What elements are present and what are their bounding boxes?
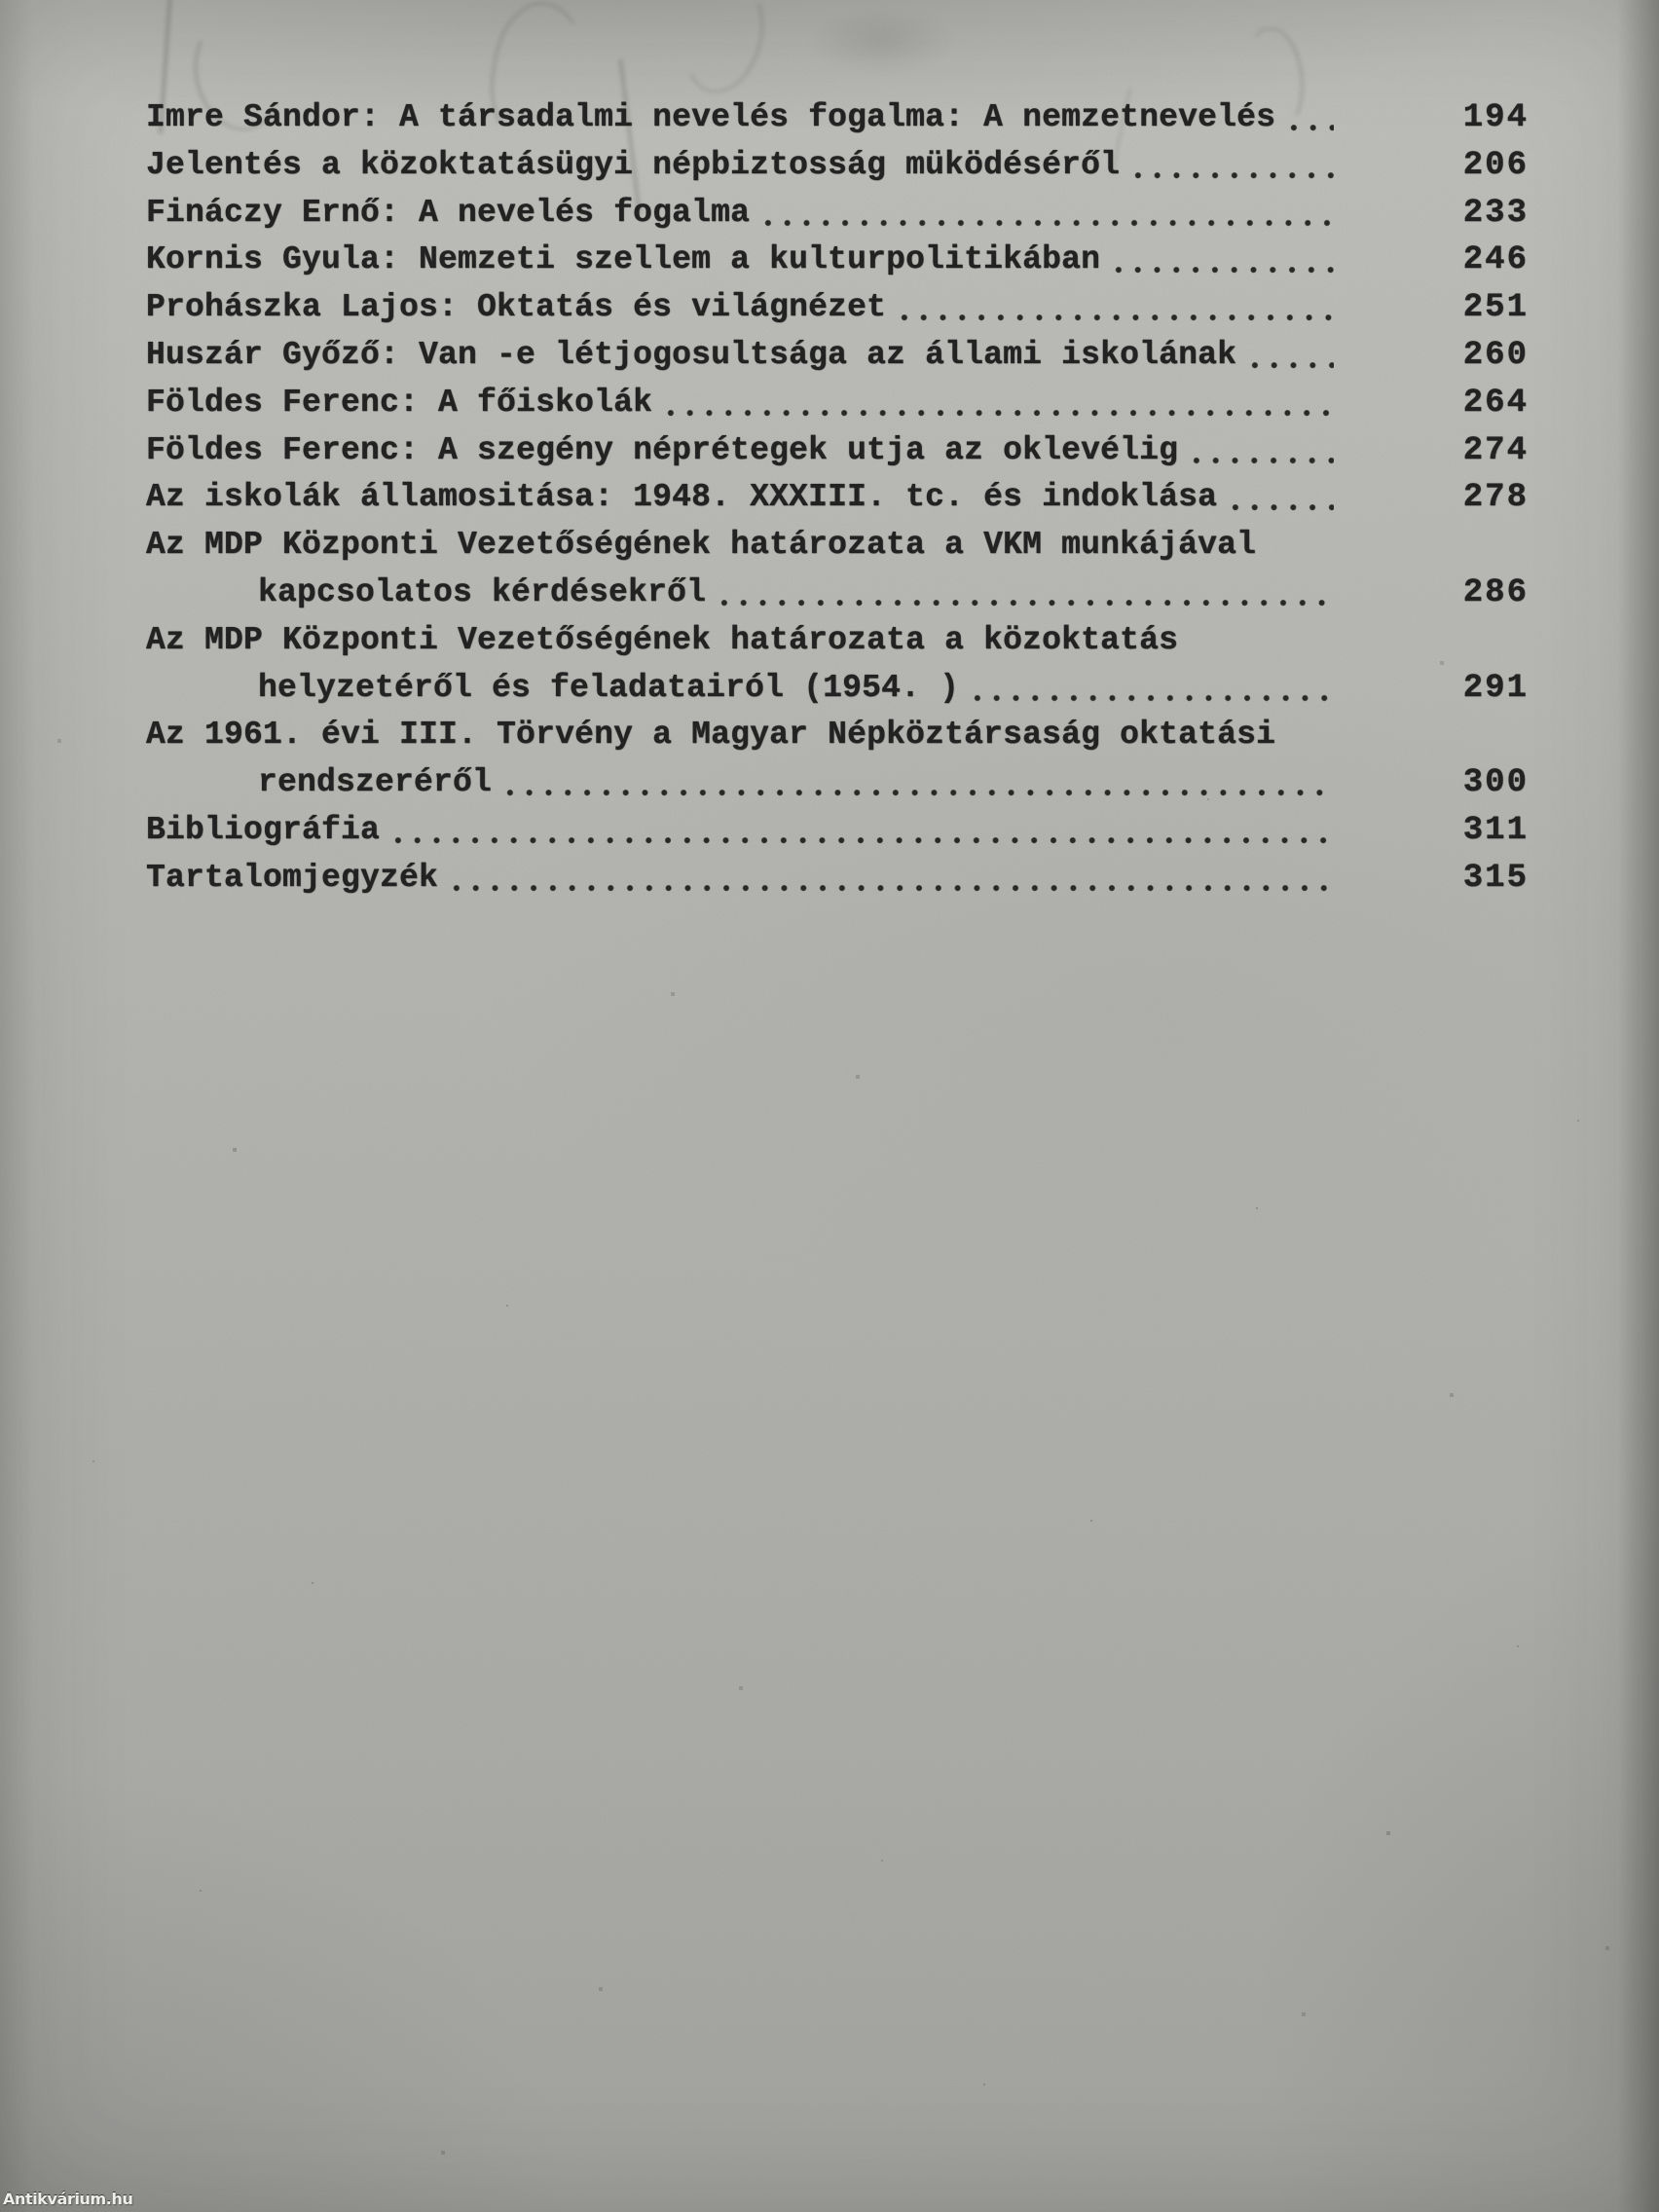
toc-entry-text: Fináczy Ernő: A nevelés fogalma xyxy=(146,194,751,231)
toc-entry-text: Bibliográfia xyxy=(146,811,381,848)
toc-entry-text: Földes Ferenc: A főiskolák xyxy=(146,384,653,421)
toc-entry-text: Huszár Győző: Van -e létjogosultsága az állami iskolának xyxy=(146,336,1237,373)
toc-entry-text: Kornis Gyula: Nemzeti szellem a kulturpolitikában xyxy=(146,241,1101,278)
toc-entry-text: Prohászka Lajos: Oktatás és világnézet xyxy=(146,289,887,326)
antikvarium-watermark: Antikvárium.hu xyxy=(3,2190,133,2208)
toc-entry-page: 300 xyxy=(1462,764,1529,802)
toc-entry-text: Az MDP Központi Vezetőségének határozata a közoktatás xyxy=(146,621,1179,658)
dot-leader xyxy=(968,665,1334,713)
toc-entry xyxy=(146,380,1529,427)
dot-leader xyxy=(447,855,1334,903)
dot-leader xyxy=(1187,427,1334,475)
toc-entry-text: kapcsolatos kérdésekről xyxy=(258,573,707,610)
dot-leader xyxy=(1284,94,1334,142)
toc-entry-text: rendszeréről xyxy=(258,764,493,801)
dot-leader xyxy=(895,284,1334,332)
toc-entry-text: Az iskolák államositása: 1948. XXXIII. tc. és indoklása xyxy=(146,479,1218,516)
dot-leader xyxy=(1245,332,1334,380)
dot-leader xyxy=(1226,474,1334,522)
toc-entry xyxy=(146,427,1529,475)
toc-entry-page: 264 xyxy=(1462,384,1529,422)
toc-entry xyxy=(146,190,1529,238)
toc-entry-page: 260 xyxy=(1462,336,1529,374)
toc-entry-text: helyzetéről és feladatairól (1954. ) xyxy=(258,669,960,706)
toc-entry-text: Jelentés a közoktatásügyi népbiztosság müködéséről xyxy=(146,146,1121,183)
toc-entry-page: 246 xyxy=(1462,241,1529,279)
toc-entry xyxy=(146,712,1529,759)
toc-entry-text: Az 1961. évi III. Törvény a Magyar Népköztársaság oktatási xyxy=(146,717,1276,754)
dot-leader xyxy=(758,190,1334,238)
toc-entry xyxy=(146,617,1529,665)
toc-entry-page: 274 xyxy=(1462,431,1529,469)
dot-leader xyxy=(661,380,1334,427)
toc-entry-page: 194 xyxy=(1462,99,1529,136)
toc-entry-page: 286 xyxy=(1462,573,1529,611)
toc-entry-text: Tartalomjegyzék xyxy=(146,859,439,896)
dot-leader xyxy=(1128,142,1334,190)
toc-entry-page: 251 xyxy=(1462,289,1529,327)
toc-entry xyxy=(146,474,1529,522)
paper-specks xyxy=(0,0,2,2)
toc-entry xyxy=(146,759,1529,807)
toc-entry xyxy=(146,284,1529,332)
toc-entry-page: 291 xyxy=(1462,669,1529,707)
toc-entry xyxy=(146,570,1529,617)
pencil-scribble xyxy=(672,0,776,102)
toc-entry xyxy=(146,332,1529,380)
toc-entry xyxy=(146,855,1529,903)
dot-leader xyxy=(388,807,1334,855)
toc-entry-page: 206 xyxy=(1462,146,1529,184)
toc-entry xyxy=(146,237,1529,284)
toc-entry xyxy=(146,665,1529,713)
toc-entry xyxy=(146,522,1529,570)
toc-entry-page: 311 xyxy=(1462,811,1529,849)
toc-entry-page: 233 xyxy=(1462,194,1529,232)
toc-entry xyxy=(146,94,1529,142)
dot-leader xyxy=(1109,237,1334,284)
toc-list xyxy=(146,94,1529,903)
toc-entry-page: 315 xyxy=(1462,859,1529,897)
toc-entry-text: Földes Ferenc: A szegény néprétegek utja az oklevélig xyxy=(146,431,1179,468)
dot-leader xyxy=(715,570,1334,617)
pencil-smudge xyxy=(808,6,954,74)
dot-leader xyxy=(500,759,1334,807)
toc-entry-text: Imre Sándor: A társadalmi nevelés fogalma: A nemzetnevelés xyxy=(146,99,1276,135)
toc-entry xyxy=(146,807,1529,855)
toc-entry-page: 278 xyxy=(1462,479,1529,517)
toc-entry xyxy=(146,142,1529,190)
toc-entry-text: Az MDP Központi Vezetőségének határozata a VKM munkájával xyxy=(146,527,1257,564)
